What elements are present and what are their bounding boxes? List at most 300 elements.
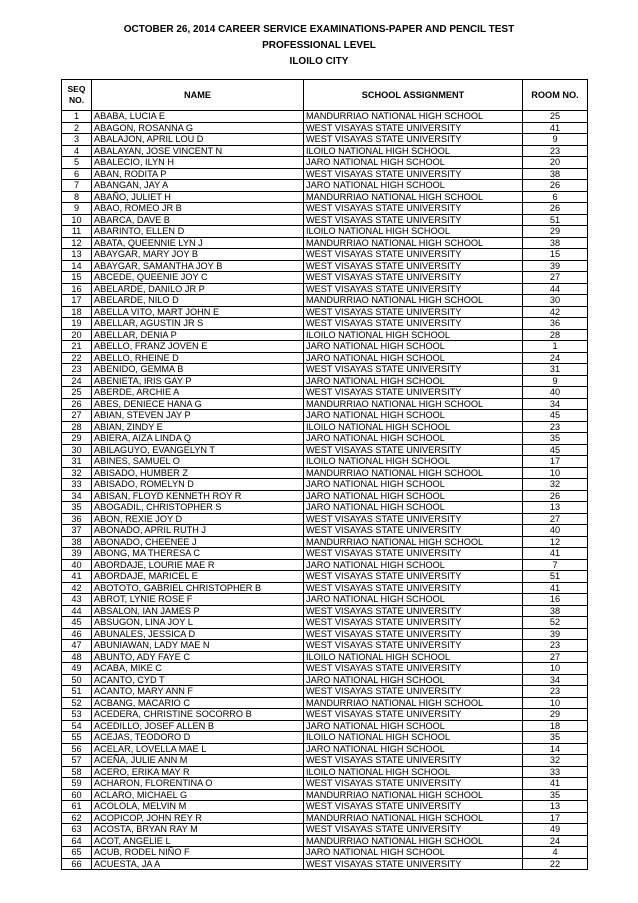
room-cell: 40 bbox=[523, 525, 588, 537]
assignment-table bbox=[61, 79, 588, 870]
table-row bbox=[62, 237, 588, 249]
school-cell: WEST VISAYAS STATE UNIVERSITY bbox=[304, 513, 523, 525]
seq-cell: 38 bbox=[62, 536, 92, 548]
seq-cell: 13 bbox=[62, 249, 92, 261]
header-row bbox=[62, 80, 588, 111]
name-cell: ABAO, ROMEO JR B bbox=[92, 203, 304, 215]
table-row bbox=[62, 559, 588, 571]
room-cell: 35 bbox=[523, 433, 588, 445]
room-cell: 14 bbox=[523, 743, 588, 755]
seq-cell: 18 bbox=[62, 306, 92, 318]
school-cell: JARO NATIONAL HIGH SCHOOL bbox=[304, 410, 523, 422]
school-cell: WEST VISAYAS STATE UNIVERSITY bbox=[304, 640, 523, 652]
name-cell: ABENIETA, IRIS GAY P bbox=[92, 375, 304, 387]
table-row bbox=[62, 571, 588, 583]
school-cell: JARO NATIONAL HIGH SCHOOL bbox=[304, 674, 523, 686]
name-cell: ABES, DENIECE HANA G bbox=[92, 398, 304, 410]
school-cell: ILOILO NATIONAL HIGH SCHOOL bbox=[304, 651, 523, 663]
school-cell: WEST VISAYAS STATE UNIVERSITY bbox=[304, 858, 523, 870]
name-cell: ABELLO, FRANZ JOVEN E bbox=[92, 341, 304, 353]
table-row bbox=[62, 272, 588, 284]
document-title: OCTOBER 26, 2014 CAREER SERVICE EXAMINATIONS-PAPER AND PENCIL TEST bbox=[123, 24, 515, 35]
room-cell: 24 bbox=[523, 835, 588, 847]
table-row bbox=[62, 226, 588, 238]
school-cell: JARO NATIONAL HIGH SCHOOL bbox=[304, 502, 523, 514]
column-header-room: ROOM NO. bbox=[523, 80, 588, 111]
seq-cell: 52 bbox=[62, 697, 92, 709]
room-cell: 36 bbox=[523, 318, 588, 330]
school-cell: WEST VISAYAS STATE UNIVERSITY bbox=[304, 755, 523, 767]
seq-cell: 19 bbox=[62, 318, 92, 330]
column-header-seq bbox=[62, 80, 92, 111]
table-row bbox=[62, 490, 588, 502]
room-cell: 13 bbox=[523, 801, 588, 813]
seq-cell: 45 bbox=[62, 617, 92, 629]
name-cell: ACELAR, LOVELLA MAE L bbox=[92, 743, 304, 755]
seq-cell: 53 bbox=[62, 709, 92, 721]
room-cell: 51 bbox=[523, 214, 588, 226]
table-row bbox=[62, 824, 588, 836]
school-cell: ILOILO NATIONAL HIGH SCHOOL bbox=[304, 732, 523, 744]
table-row bbox=[62, 709, 588, 721]
seq-cell: 40 bbox=[62, 559, 92, 571]
table-row bbox=[62, 766, 588, 778]
seq-cell: 30 bbox=[62, 444, 92, 456]
seq-cell: 15 bbox=[62, 272, 92, 284]
table-row bbox=[62, 306, 588, 318]
school-cell: WEST VISAYAS STATE UNIVERSITY bbox=[304, 525, 523, 537]
name-cell: ABAYGAR, SAMANTHA JOY B bbox=[92, 260, 304, 272]
school-cell: JARO NATIONAL HIGH SCHOOL bbox=[304, 375, 523, 387]
seq-cell: 22 bbox=[62, 352, 92, 364]
name-cell: ACHARON, FLORENTINA O bbox=[92, 778, 304, 790]
table-row bbox=[62, 180, 588, 192]
name-cell: ABONADO, APRIL RUTH J bbox=[92, 525, 304, 537]
table-row bbox=[62, 835, 588, 847]
room-cell: 27 bbox=[523, 513, 588, 525]
seq-cell: 10 bbox=[62, 214, 92, 226]
table-row bbox=[62, 789, 588, 801]
seq-cell: 14 bbox=[62, 260, 92, 272]
table-row bbox=[62, 295, 588, 307]
name-cell: ABISADO, HUMBER Z bbox=[92, 467, 304, 479]
name-cell: ABILAGUYO, EVANGELYN T bbox=[92, 444, 304, 456]
seq-cell: 11 bbox=[62, 226, 92, 238]
school-cell: WEST VISAYAS STATE UNIVERSITY bbox=[304, 168, 523, 180]
school-cell: MANDURRIAO NATIONAL HIGH SCHOOL bbox=[304, 812, 523, 824]
seq-cell: 41 bbox=[62, 571, 92, 583]
name-cell: ABORDAJE, LOURIE MAE R bbox=[92, 559, 304, 571]
name-cell: ABATA, QUEENNIE LYN J bbox=[92, 237, 304, 249]
seq-cell: 33 bbox=[62, 479, 92, 491]
table-row bbox=[62, 444, 588, 456]
name-cell: ABIAN, ZINDY E bbox=[92, 421, 304, 433]
room-cell: 38 bbox=[523, 237, 588, 249]
room-cell: 16 bbox=[523, 594, 588, 606]
name-cell: ACEJAS, TEODORO D bbox=[92, 732, 304, 744]
school-cell: MANDURRIAO NATIONAL HIGH SCHOOL bbox=[304, 295, 523, 307]
room-cell: 39 bbox=[523, 260, 588, 272]
room-cell: 35 bbox=[523, 732, 588, 744]
table-row bbox=[62, 134, 588, 146]
name-cell: ACERO, ERIKA MAY R bbox=[92, 766, 304, 778]
room-cell: 22 bbox=[523, 858, 588, 870]
seq-header-line1: SEQ bbox=[67, 84, 86, 94]
room-cell: 20 bbox=[523, 157, 588, 169]
school-cell: WEST VISAYAS STATE UNIVERSITY bbox=[304, 663, 523, 675]
name-cell: ABARCA, DAVE B bbox=[92, 214, 304, 226]
table-row bbox=[62, 513, 588, 525]
table-row bbox=[62, 686, 588, 698]
school-cell: JARO NATIONAL HIGH SCHOOL bbox=[304, 594, 523, 606]
name-cell: ACUB, RODEL NIÑO F bbox=[92, 847, 304, 859]
name-cell: ABELLA VITO, MART JOHN E bbox=[92, 306, 304, 318]
school-cell: WEST VISAYAS STATE UNIVERSITY bbox=[304, 283, 523, 295]
table-row bbox=[62, 398, 588, 410]
seq-cell: 31 bbox=[62, 456, 92, 468]
room-cell: 29 bbox=[523, 709, 588, 721]
school-cell: JARO NATIONAL HIGH SCHOOL bbox=[304, 847, 523, 859]
name-cell: ACOSTA, BRYAN RAY M bbox=[92, 824, 304, 836]
name-cell: ABCEDE, QUEENIE JOY C bbox=[92, 272, 304, 284]
seq-cell: 42 bbox=[62, 582, 92, 594]
seq-cell: 20 bbox=[62, 329, 92, 341]
name-cell: ABSALON, IAN JAMES P bbox=[92, 605, 304, 617]
school-cell: JARO NATIONAL HIGH SCHOOL bbox=[304, 720, 523, 732]
room-cell: 34 bbox=[523, 398, 588, 410]
table-row bbox=[62, 203, 588, 215]
seq-cell: 25 bbox=[62, 387, 92, 399]
seq-cell: 35 bbox=[62, 502, 92, 514]
seq-cell: 39 bbox=[62, 548, 92, 560]
school-cell: WEST VISAYAS STATE UNIVERSITY bbox=[304, 617, 523, 629]
table-row bbox=[62, 364, 588, 376]
table-row bbox=[62, 755, 588, 767]
seq-cell: 66 bbox=[62, 858, 92, 870]
room-cell: 10 bbox=[523, 663, 588, 675]
school-cell: WEST VISAYAS STATE UNIVERSITY bbox=[304, 122, 523, 134]
name-cell: ACANTO, MARY ANN F bbox=[92, 686, 304, 698]
name-cell: ABELLAR, AGUSTIN JR S bbox=[92, 318, 304, 330]
table-row bbox=[62, 628, 588, 640]
room-cell: 12 bbox=[523, 536, 588, 548]
room-cell: 15 bbox=[523, 249, 588, 261]
table-row bbox=[62, 122, 588, 134]
column-header-school: SCHOOL ASSIGNMENT bbox=[304, 80, 523, 111]
room-cell: 1 bbox=[523, 341, 588, 353]
room-cell: 7 bbox=[523, 559, 588, 571]
table-row bbox=[62, 260, 588, 272]
seq-cell: 34 bbox=[62, 490, 92, 502]
room-cell: 38 bbox=[523, 168, 588, 180]
room-cell: 26 bbox=[523, 180, 588, 192]
room-cell: 23 bbox=[523, 686, 588, 698]
school-cell: WEST VISAYAS STATE UNIVERSITY bbox=[304, 214, 523, 226]
name-cell: ABROT, LYNIE ROSE F bbox=[92, 594, 304, 606]
school-cell: MANDURRIAO NATIONAL HIGH SCHOOL bbox=[304, 467, 523, 479]
seq-cell: 59 bbox=[62, 778, 92, 790]
table-row bbox=[62, 283, 588, 295]
seq-cell: 1 bbox=[62, 111, 92, 123]
school-cell: ILOILO NATIONAL HIGH SCHOOL bbox=[304, 329, 523, 341]
name-cell: ABISADO, ROMELYN D bbox=[92, 479, 304, 491]
room-cell: 41 bbox=[523, 122, 588, 134]
table-row bbox=[62, 191, 588, 203]
table-row bbox=[62, 318, 588, 330]
name-cell: ABELARDE, DANILO JR P bbox=[92, 283, 304, 295]
name-cell: ACEDILLO, JOSEF ALLEN B bbox=[92, 720, 304, 732]
name-cell: ABUNTO, ADY FAYE C bbox=[92, 651, 304, 663]
name-cell: ACOLOLA, MELVIN M bbox=[92, 801, 304, 813]
name-cell: ACLARO, MICHAEL G bbox=[92, 789, 304, 801]
school-cell: WEST VISAYAS STATE UNIVERSITY bbox=[304, 364, 523, 376]
school-cell: WEST VISAYAS STATE UNIVERSITY bbox=[304, 249, 523, 261]
room-cell: 30 bbox=[523, 295, 588, 307]
name-cell: ABARINTO, ELLEN D bbox=[92, 226, 304, 238]
seq-cell: 32 bbox=[62, 467, 92, 479]
school-cell: WEST VISAYAS STATE UNIVERSITY bbox=[304, 709, 523, 721]
room-cell: 33 bbox=[523, 766, 588, 778]
table-row bbox=[62, 479, 588, 491]
room-cell: 17 bbox=[523, 812, 588, 824]
table-row bbox=[62, 352, 588, 364]
seq-cell: 6 bbox=[62, 168, 92, 180]
table-row bbox=[62, 375, 588, 387]
school-cell: WEST VISAYAS STATE UNIVERSITY bbox=[304, 548, 523, 560]
school-cell: WEST VISAYAS STATE UNIVERSITY bbox=[304, 824, 523, 836]
name-cell: ABONADO, CHEENEE J bbox=[92, 536, 304, 548]
name-cell: ABANGAN, JAY A bbox=[92, 180, 304, 192]
school-cell: MANDURRIAO NATIONAL HIGH SCHOOL bbox=[304, 789, 523, 801]
school-cell: MANDURRIAO NATIONAL HIGH SCHOOL bbox=[304, 536, 523, 548]
room-cell: 18 bbox=[523, 720, 588, 732]
table-row bbox=[62, 145, 588, 157]
seq-cell: 12 bbox=[62, 237, 92, 249]
seq-cell: 26 bbox=[62, 398, 92, 410]
school-cell: JARO NATIONAL HIGH SCHOOL bbox=[304, 180, 523, 192]
school-cell: JARO NATIONAL HIGH SCHOOL bbox=[304, 157, 523, 169]
name-cell: ABONG, MA THERESA C bbox=[92, 548, 304, 560]
table-row bbox=[62, 847, 588, 859]
name-cell: ACABA, MIKE C bbox=[92, 663, 304, 675]
school-cell: WEST VISAYAS STATE UNIVERSITY bbox=[304, 318, 523, 330]
table-row bbox=[62, 858, 588, 870]
name-cell: ABELLO, RHEINE D bbox=[92, 352, 304, 364]
seq-cell: 58 bbox=[62, 766, 92, 778]
room-cell: 27 bbox=[523, 651, 588, 663]
name-cell: ABAGON, ROSANNA G bbox=[92, 122, 304, 134]
room-cell: 41 bbox=[523, 582, 588, 594]
seq-cell: 48 bbox=[62, 651, 92, 663]
name-cell: ACANTO, CYD T bbox=[92, 674, 304, 686]
room-cell: 10 bbox=[523, 697, 588, 709]
name-cell: ACOPICOP, JOHN REY R bbox=[92, 812, 304, 824]
room-cell: 13 bbox=[523, 502, 588, 514]
school-cell: JARO NATIONAL HIGH SCHOOL bbox=[304, 352, 523, 364]
table-row bbox=[62, 720, 588, 732]
seq-cell: 65 bbox=[62, 847, 92, 859]
table-row bbox=[62, 433, 588, 445]
room-cell: 35 bbox=[523, 789, 588, 801]
table-row bbox=[62, 674, 588, 686]
school-cell: WEST VISAYAS STATE UNIVERSITY bbox=[304, 628, 523, 640]
room-cell: 25 bbox=[523, 111, 588, 123]
table-row bbox=[62, 410, 588, 422]
school-cell: MANDURRIAO NATIONAL HIGH SCHOOL bbox=[304, 398, 523, 410]
room-cell: 41 bbox=[523, 548, 588, 560]
school-cell: ILOILO NATIONAL HIGH SCHOOL bbox=[304, 766, 523, 778]
table-row bbox=[62, 536, 588, 548]
table-row bbox=[62, 168, 588, 180]
room-cell: 52 bbox=[523, 617, 588, 629]
school-cell: MANDURRIAO NATIONAL HIGH SCHOOL bbox=[304, 191, 523, 203]
seq-cell: 51 bbox=[62, 686, 92, 698]
seq-cell: 29 bbox=[62, 433, 92, 445]
room-cell: 41 bbox=[523, 778, 588, 790]
name-cell: ABAÑO, JULIET H bbox=[92, 191, 304, 203]
school-cell: MANDURRIAO NATIONAL HIGH SCHOOL bbox=[304, 237, 523, 249]
school-cell: WEST VISAYAS STATE UNIVERSITY bbox=[304, 801, 523, 813]
seq-cell: 60 bbox=[62, 789, 92, 801]
room-cell: 10 bbox=[523, 467, 588, 479]
table-row bbox=[62, 663, 588, 675]
seq-cell: 24 bbox=[62, 375, 92, 387]
seq-cell: 8 bbox=[62, 191, 92, 203]
exam-city: ILOILO CITY bbox=[289, 56, 349, 67]
school-cell: ILOILO NATIONAL HIGH SCHOOL bbox=[304, 456, 523, 468]
name-cell: ABOTOTO, GABRIEL CHRISTOPHER B bbox=[92, 582, 304, 594]
name-cell: ABISAN, FLOYD KENNETH ROY R bbox=[92, 490, 304, 502]
room-cell: 26 bbox=[523, 203, 588, 215]
school-cell: WEST VISAYAS STATE UNIVERSITY bbox=[304, 571, 523, 583]
table-row bbox=[62, 467, 588, 479]
school-cell: ILOILO NATIONAL HIGH SCHOOL bbox=[304, 145, 523, 157]
seq-header-line2: NO. bbox=[68, 95, 85, 105]
school-cell: JARO NATIONAL HIGH SCHOOL bbox=[304, 341, 523, 353]
seq-cell: 47 bbox=[62, 640, 92, 652]
seq-cell: 62 bbox=[62, 812, 92, 824]
column-header-name: NAME bbox=[92, 80, 304, 111]
name-cell: ABALAYAN, JOSE VINCENT N bbox=[92, 145, 304, 157]
school-cell: WEST VISAYAS STATE UNIVERSITY bbox=[304, 272, 523, 284]
room-cell: 44 bbox=[523, 283, 588, 295]
room-cell: 24 bbox=[523, 352, 588, 364]
school-cell: WEST VISAYAS STATE UNIVERSITY bbox=[304, 260, 523, 272]
seq-cell: 43 bbox=[62, 594, 92, 606]
room-cell: 38 bbox=[523, 605, 588, 617]
table-row bbox=[62, 743, 588, 755]
table-body bbox=[62, 111, 588, 870]
name-cell: ABUNIAWAN, LADY MAE N bbox=[92, 640, 304, 652]
school-cell: WEST VISAYAS STATE UNIVERSITY bbox=[304, 582, 523, 594]
table-row bbox=[62, 157, 588, 169]
name-cell: ACUESTA, JA A bbox=[92, 858, 304, 870]
room-cell: 26 bbox=[523, 490, 588, 502]
room-cell: 9 bbox=[523, 375, 588, 387]
school-cell: WEST VISAYAS STATE UNIVERSITY bbox=[304, 203, 523, 215]
seq-cell: 7 bbox=[62, 180, 92, 192]
table-row bbox=[62, 525, 588, 537]
table-row bbox=[62, 812, 588, 824]
table-row bbox=[62, 502, 588, 514]
school-cell: MANDURRIAO NATIONAL HIGH SCHOOL bbox=[304, 111, 523, 123]
table-row bbox=[62, 778, 588, 790]
table-row bbox=[62, 387, 588, 399]
room-cell: 6 bbox=[523, 191, 588, 203]
school-cell: ILOILO NATIONAL HIGH SCHOOL bbox=[304, 421, 523, 433]
name-cell: ABOGADIL, CHRISTOPHER S bbox=[92, 502, 304, 514]
name-cell: ABAYGAR, MARY JOY B bbox=[92, 249, 304, 261]
name-cell: ACEÑA, JULIE ANN M bbox=[92, 755, 304, 767]
room-cell: 17 bbox=[523, 456, 588, 468]
room-cell: 42 bbox=[523, 306, 588, 318]
seq-cell: 57 bbox=[62, 755, 92, 767]
seq-cell: 27 bbox=[62, 410, 92, 422]
school-cell: WEST VISAYAS STATE UNIVERSITY bbox=[304, 444, 523, 456]
table-row bbox=[62, 594, 588, 606]
room-cell: 32 bbox=[523, 755, 588, 767]
table-row bbox=[62, 801, 588, 813]
school-cell: JARO NATIONAL HIGH SCHOOL bbox=[304, 559, 523, 571]
room-cell: 45 bbox=[523, 410, 588, 422]
school-cell: MANDURRIAO NATIONAL HIGH SCHOOL bbox=[304, 697, 523, 709]
name-cell: ABIAN, STEVEN JAY P bbox=[92, 410, 304, 422]
table-row bbox=[62, 605, 588, 617]
room-cell: 23 bbox=[523, 145, 588, 157]
room-cell: 29 bbox=[523, 226, 588, 238]
table-row bbox=[62, 214, 588, 226]
seq-cell: 3 bbox=[62, 134, 92, 146]
seq-cell: 54 bbox=[62, 720, 92, 732]
room-cell: 28 bbox=[523, 329, 588, 341]
name-cell: ABSUGON, LINA JOY L bbox=[92, 617, 304, 629]
seq-cell: 37 bbox=[62, 525, 92, 537]
seq-cell: 64 bbox=[62, 835, 92, 847]
table-row bbox=[62, 582, 588, 594]
name-cell: ABALECIO, ILYN H bbox=[92, 157, 304, 169]
seq-cell: 21 bbox=[62, 341, 92, 353]
seq-cell: 9 bbox=[62, 203, 92, 215]
school-cell: ILOILO NATIONAL HIGH SCHOOL bbox=[304, 226, 523, 238]
name-cell: ABALAJON, APRIL LOU D bbox=[92, 134, 304, 146]
room-cell: 45 bbox=[523, 444, 588, 456]
school-cell: JARO NATIONAL HIGH SCHOOL bbox=[304, 433, 523, 445]
table-row bbox=[62, 617, 588, 629]
seq-cell: 56 bbox=[62, 743, 92, 755]
table-row bbox=[62, 249, 588, 261]
table-row bbox=[62, 456, 588, 468]
seq-cell: 17 bbox=[62, 295, 92, 307]
room-cell: 23 bbox=[523, 421, 588, 433]
seq-cell: 63 bbox=[62, 824, 92, 836]
seq-cell: 50 bbox=[62, 674, 92, 686]
school-cell: WEST VISAYAS STATE UNIVERSITY bbox=[304, 306, 523, 318]
table-row bbox=[62, 341, 588, 353]
name-cell: ACBANG, MACARIO C bbox=[92, 697, 304, 709]
room-cell: 34 bbox=[523, 674, 588, 686]
seq-cell: 16 bbox=[62, 283, 92, 295]
seq-cell: 55 bbox=[62, 732, 92, 744]
seq-cell: 2 bbox=[62, 122, 92, 134]
room-cell: 31 bbox=[523, 364, 588, 376]
school-cell: WEST VISAYAS STATE UNIVERSITY bbox=[304, 686, 523, 698]
seq-cell: 23 bbox=[62, 364, 92, 376]
table-row bbox=[62, 329, 588, 341]
seq-cell: 61 bbox=[62, 801, 92, 813]
name-cell: ABENIDO, GEMMA B bbox=[92, 364, 304, 376]
name-cell: ABERDE, ARCHIE A bbox=[92, 387, 304, 399]
school-cell: WEST VISAYAS STATE UNIVERSITY bbox=[304, 134, 523, 146]
